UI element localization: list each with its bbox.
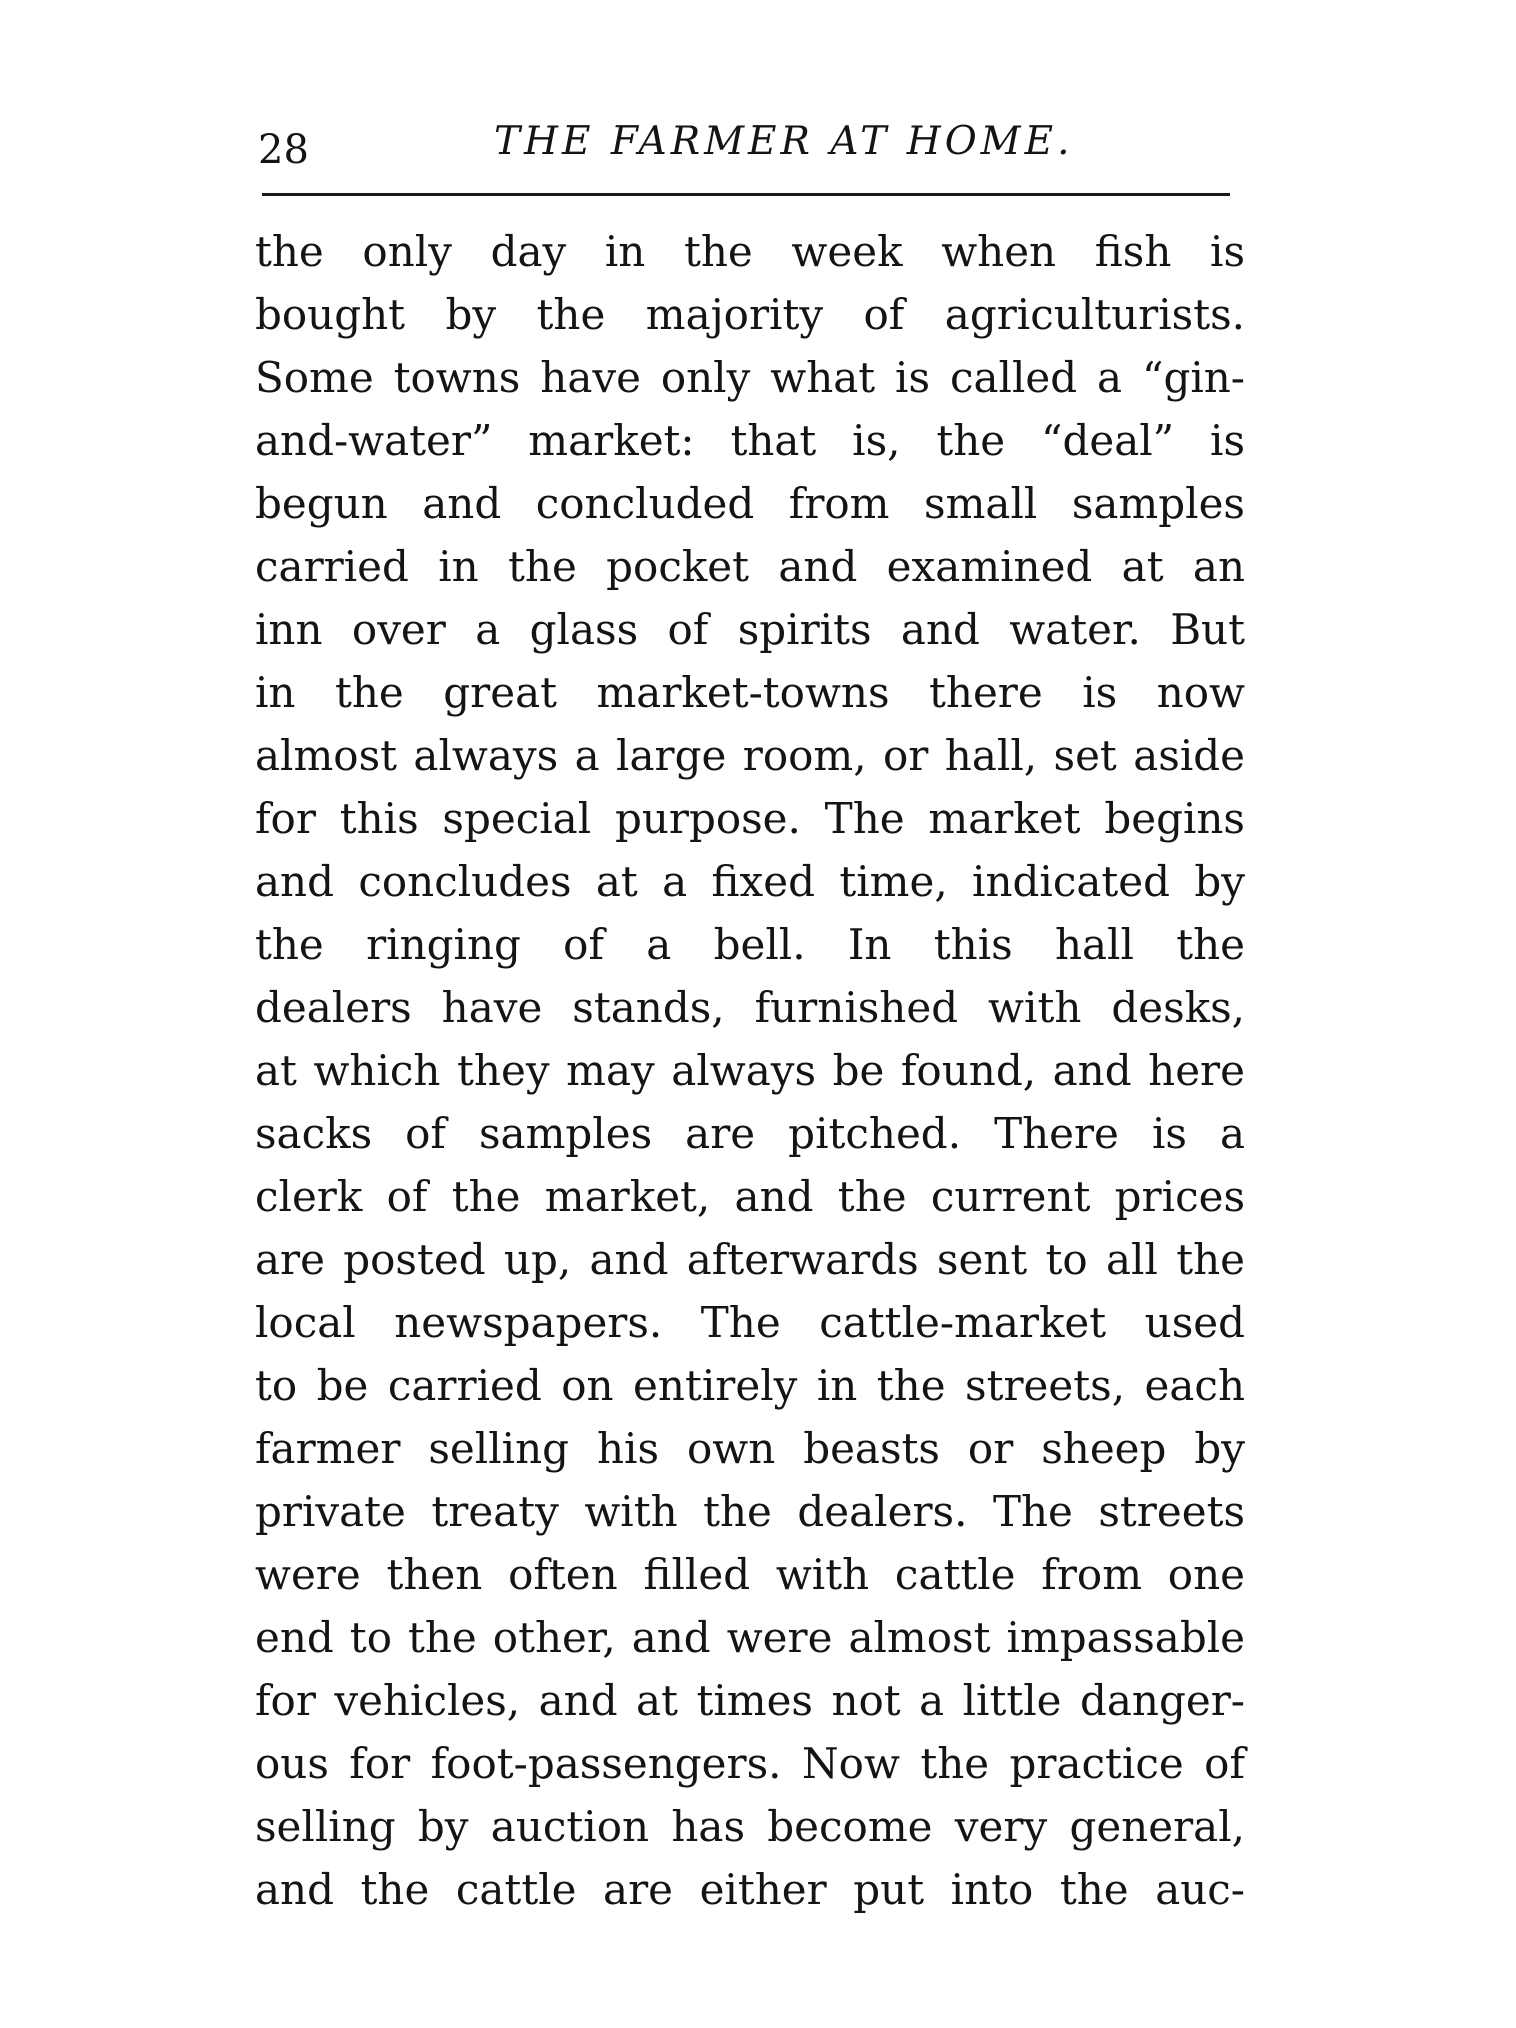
text-line: for vehicles, and at times not a little danger-	[255, 1676, 1245, 1725]
text-line: and-water” market: that is, the “deal” is	[255, 416, 1245, 465]
text-line: begun and concluded from small samples	[255, 479, 1245, 528]
text-line: were then often filled with cattle from one	[255, 1550, 1245, 1599]
text-line: farmer selling his own beasts or sheep by	[255, 1424, 1245, 1473]
text-line: carried in the pocket and examined at an	[255, 542, 1245, 591]
text-line: ous for foot-passengers. Now the practice of	[255, 1739, 1245, 1788]
page-number: 28	[258, 127, 309, 173]
text-line: dealers have stands, furnished with desks,	[255, 983, 1245, 1032]
text-line: to be carried on entirely in the streets, each	[255, 1361, 1245, 1410]
text-line: selling by auction has become very general,	[255, 1802, 1245, 1851]
text-line: clerk of the market, and the current prices	[255, 1172, 1245, 1221]
text-line: Some towns have only what is called a “gin-	[255, 353, 1245, 402]
body-text	[255, 220, 1245, 1921]
header-rule	[262, 193, 1230, 196]
text-line: sacks of samples are pitched. There is a	[255, 1109, 1245, 1158]
text-line: local newspapers. The cattle-market used	[255, 1298, 1245, 1347]
text-line: for this special purpose. The market begins	[255, 794, 1245, 843]
text-line: the ringing of a bell. In this hall the	[255, 920, 1245, 969]
text-line: the only day in the week when fish is	[255, 227, 1245, 276]
text-line: bought by the majority of agriculturists.	[255, 290, 1245, 339]
text-line: almost always a large room, or hall, set aside	[255, 731, 1245, 780]
text-line: and concludes at a fixed time, indicated by	[255, 857, 1245, 906]
running-head: THE FARMER AT HOME.	[494, 119, 1074, 164]
text-line: end to the other, and were almost impassable	[255, 1613, 1245, 1662]
text-line: private treaty with the dealers. The streets	[255, 1487, 1245, 1536]
text-line: and the cattle are either put into the auc-	[255, 1865, 1245, 1914]
text-line: in the great market-towns there is now	[255, 668, 1245, 717]
text-line: are posted up, and afterwards sent to all the	[255, 1235, 1245, 1284]
text-line: inn over a glass of spirits and water. But	[255, 605, 1245, 654]
text-line: at which they may always be found, and here	[255, 1046, 1245, 1095]
